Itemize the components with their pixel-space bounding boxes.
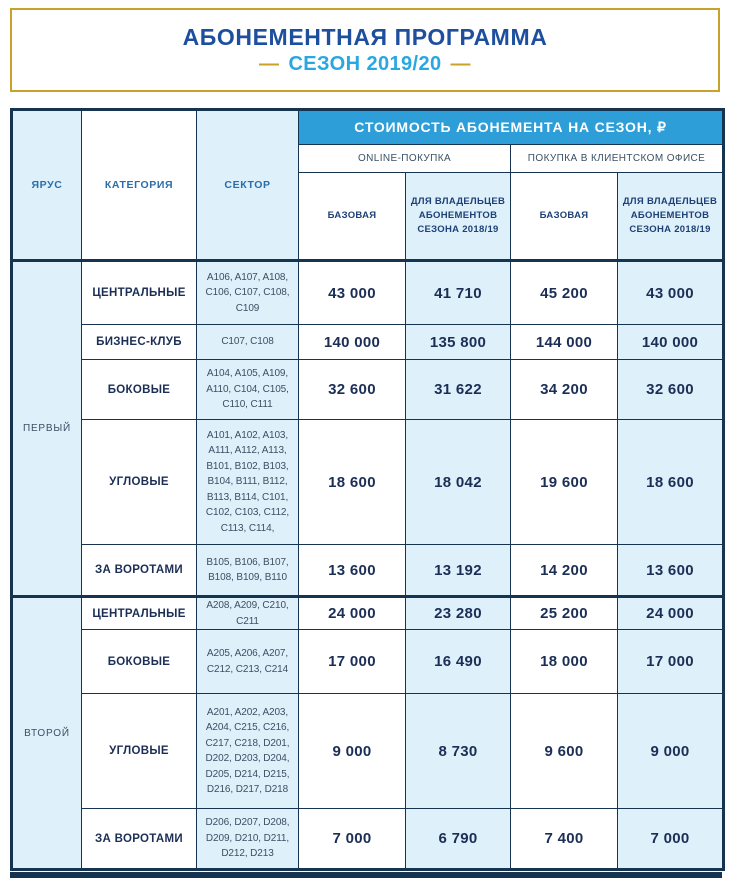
category-cell: ЗА ВОРОТАМИ xyxy=(82,545,197,597)
category-cell: УГЛОВЫЕ xyxy=(82,694,197,809)
page-title: АБОНЕМЕНТНАЯ ПРОГРАММА xyxy=(182,24,548,50)
page-subtitle xyxy=(259,53,471,76)
price-cell: 9 000 xyxy=(618,694,724,809)
price-cell: 25 200 xyxy=(511,597,618,630)
sector-cell: A208, A209, C210, C211 xyxy=(197,597,299,630)
sector-cell: A205, A206, A207, C212, C213, C214 xyxy=(197,630,299,694)
column-header-base-office: БАЗОВАЯ xyxy=(511,173,618,261)
tier-cell: ПЕРВЫЙ xyxy=(12,261,82,597)
price-cell: 7 000 xyxy=(299,809,406,870)
price-cell: 6 790 xyxy=(406,809,511,870)
category-cell: ЗА ВОРОТАМИ xyxy=(82,809,197,870)
subtitle-season: СЕЗОН 2019/20 xyxy=(288,53,442,75)
price-cell: 18 042 xyxy=(406,420,511,545)
price-cell: 18 600 xyxy=(299,420,406,545)
sector-cell: B105, B106, B107, B108, B109, B110 xyxy=(197,545,299,597)
table-row xyxy=(12,597,724,630)
subtitle-dash-left: — xyxy=(259,53,280,75)
sector-cell: A101, A102, A103, A111, A112, A113, B101, B102, B103, B104, B111, B112, B113, B114, C101, C102, C103, C112, C113, C114, xyxy=(197,420,299,545)
price-cell: 8 730 xyxy=(406,694,511,809)
price-cell: 18 000 xyxy=(511,630,618,694)
price-cell: 144 000 xyxy=(511,325,618,360)
price-cell: 9 600 xyxy=(511,694,618,809)
price-cell: 34 200 xyxy=(511,360,618,420)
price-cell: 17 000 xyxy=(618,630,724,694)
price-cell: 18 600 xyxy=(618,420,724,545)
price-cell: 7 000 xyxy=(618,809,724,870)
table-row xyxy=(12,420,724,545)
price-cell: 9 000 xyxy=(299,694,406,809)
price-cell: 13 192 xyxy=(406,545,511,597)
price-cell: 19 600 xyxy=(511,420,618,545)
table-row xyxy=(12,694,724,809)
price-cell: 140 000 xyxy=(299,325,406,360)
price-cell: 43 000 xyxy=(299,261,406,325)
sector-cell: A104, A105, A109, A110, C104, C105, C110, C111 xyxy=(197,360,299,420)
category-cell: ЦЕНТРАЛЬНЫЕ xyxy=(82,261,197,325)
price-cell: 140 000 xyxy=(618,325,724,360)
column-header-office: ПОКУПКА В КЛИЕНТСКОМ ОФИСЕ xyxy=(511,145,724,173)
subtitle-dash-right: — xyxy=(450,53,471,75)
table-row xyxy=(12,325,724,360)
sector-cell: A201, A202, A203, A204, C215, C216, C217, C218, D201, D202, D203, D204, D205, D214, D215, D216, D217, D218 xyxy=(197,694,299,809)
price-cell: 23 280 xyxy=(406,597,511,630)
table-row xyxy=(12,545,724,597)
column-header-category: КАТЕГОРИЯ xyxy=(82,110,197,261)
price-cell: 45 200 xyxy=(511,261,618,325)
price-cell: 14 200 xyxy=(511,545,618,597)
sector-cell: A106, A107, A108, C106, C107, C108, C109 xyxy=(197,261,299,325)
price-cell: 24 000 xyxy=(299,597,406,630)
category-cell: БОКОВЫЕ xyxy=(82,360,197,420)
price-cell: 31 622 xyxy=(406,360,511,420)
category-cell: ЦЕНТРАЛЬНЫЕ xyxy=(82,597,197,630)
price-cell: 16 490 xyxy=(406,630,511,694)
sector-cell: D206, D207, D208, D209, D210, D211, D212, D213 xyxy=(197,809,299,870)
price-cell: 13 600 xyxy=(618,545,724,597)
price-cell: 17 000 xyxy=(299,630,406,694)
price-cell: 43 000 xyxy=(618,261,724,325)
table-row xyxy=(12,261,724,325)
category-cell: УГЛОВЫЕ xyxy=(82,420,197,545)
table-row xyxy=(12,630,724,694)
sector-cell: C107, C108 xyxy=(197,325,299,360)
column-header-loyal-office: ДЛЯ ВЛАДЕЛЬЦЕВ АБОНЕМЕНТОВ СЕЗОНА 2018/19 xyxy=(618,173,724,261)
column-header-loyal-online: ДЛЯ ВЛАДЕЛЬЦЕВ АБОНЕМЕНТОВ СЕЗОНА 2018/19 xyxy=(406,173,511,261)
table-row xyxy=(12,360,724,420)
pricing-table xyxy=(10,108,725,871)
column-header-tier: ЯРУС xyxy=(12,110,82,261)
title-box xyxy=(10,8,720,92)
column-header-base-online: БАЗОВАЯ xyxy=(299,173,406,261)
table-row xyxy=(12,809,724,870)
category-cell: БОКОВЫЕ xyxy=(82,630,197,694)
column-header-sector: СЕКТОР xyxy=(197,110,299,261)
price-cell: 24 000 xyxy=(618,597,724,630)
price-cell: 7 400 xyxy=(511,809,618,870)
category-cell: БИЗНЕС-КЛУБ xyxy=(82,325,197,360)
price-cell: 32 600 xyxy=(618,360,724,420)
column-header-price-group: СТОИМОСТЬ АБОНЕМЕНТА НА СЕЗОН, ₽ xyxy=(299,110,724,145)
price-cell: 32 600 xyxy=(299,360,406,420)
price-cell: 135 800 xyxy=(406,325,511,360)
bottom-bar-partial xyxy=(10,872,722,878)
price-cell: 41 710 xyxy=(406,261,511,325)
price-cell: 13 600 xyxy=(299,545,406,597)
tier-cell: ВТОРОЙ xyxy=(12,597,82,870)
column-header-online: ONLINE-ПОКУПКА xyxy=(299,145,511,173)
